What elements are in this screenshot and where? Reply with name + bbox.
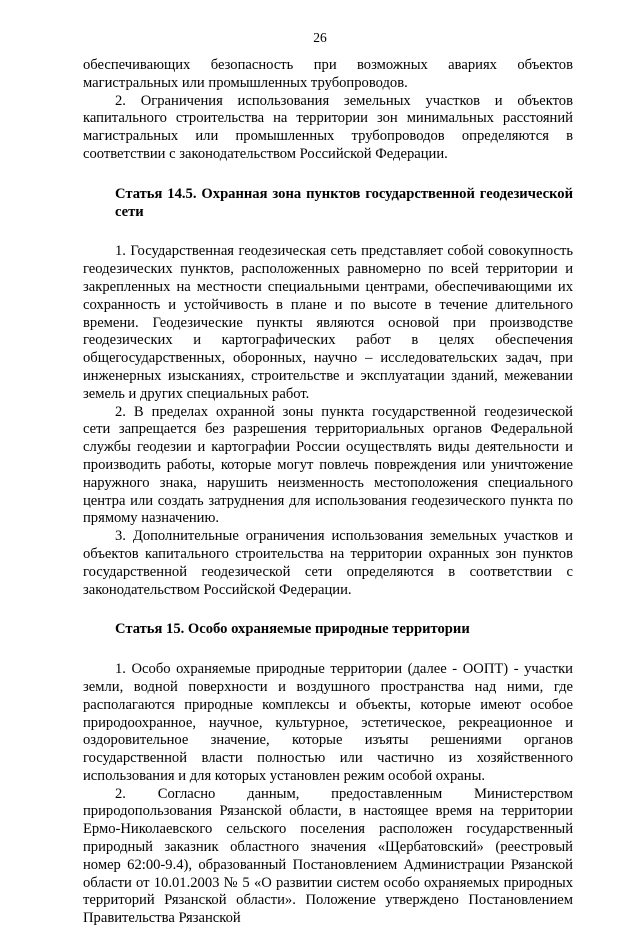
paragraph-continuation: обеспечивающих безопасность при возможных авариях объектов магистральных или промышленных трубопроводов. <box>83 57 573 91</box>
paragraph-geodetic-restrictions: 3. Дополнительные ограничения использования земельных участков и объектов капитального строительства на территории охранных зон пунктов государственной геодезической сети определяются в соответствии с законодательством Российской Федерации. <box>83 528 573 598</box>
paragraph-pipeline-restrictions: 2. Ограничения использования земельных участков и объектов капитального строительства на территории зон минимальных расстояний магистральных или промышленных трубопроводов определяются в соответствии с законодательством Российской Федерации. <box>83 92 573 162</box>
paragraph-geodetic-protection-zone: 2. В пределах охранной зоны пункта государственной геодезической сети запрещается без разрешения территориальных органов Федеральной службы геодезии и картографии России осуществлять виды деятельности и производить работы, которые могут повлечь повреждения или уничтожение наружного знака, нарушить неизменность местоположения специального центра или создать затруднения для использования геодезического пункта по прямому назначению. <box>83 403 573 527</box>
paragraph-geodetic-network: 1. Государственная геодезическая сеть представляет собой совокупность геодезических пунктов, расположенных равномерно по всей территории и закрепленных на местности специальными центрами, обеспечивающими их сохранность и устойчивость в плане и по высоте в течение длительного времени. Геодезические пункты являются основой при производстве геодезических и картографических работ в целях обеспечения общегосударственных, оборонных, научно – исследовательских задач, при инженерных изысканиях, строительстве и эксплуатации зданий, межевании земель и других специальных работ. <box>83 243 573 402</box>
heading-article-15: Статья 15. Особо охраняемые природные территории <box>115 621 470 638</box>
paragraph-shcherbatovsky-reserve: 2. Согласно данным, предоставленным Министерством природопользования Рязанской области, в настоящее время на территории Ермо-Николаевского сельского поселения расположен государственный природный заказник областного значения «Щербатовский» (реестровый номер 62:00-9.4), образованный Постановлением Администрации Рязанской области от 10.01.2003 № 5 «О развитии систем особо охраняемых природных территорий Рязанской области». Положение утверждено Постановлением Правительства Рязанской <box>83 785 573 927</box>
page-number: 26 <box>313 30 327 45</box>
heading-article-14-5: Статья 14.5. Охранная зона пунктов государственной геодезической сети <box>115 185 573 220</box>
document-body <box>83 57 573 928</box>
paragraph-protected-areas-definition: 1. Особо охраняемые природные территории (далее - ООПТ) - участки земли, водной поверхности и воздушного пространства над ними, где располагаются природные комплексы и объекты, которые имеют особое природоохранное, научное, культурное, эстетическое, рекреационное и оздоровительное значение, которые изъяты решениями органов государственной власти полностью или частично из хозяйственного использования и для которых установлен режим особой охраны. <box>83 661 573 784</box>
